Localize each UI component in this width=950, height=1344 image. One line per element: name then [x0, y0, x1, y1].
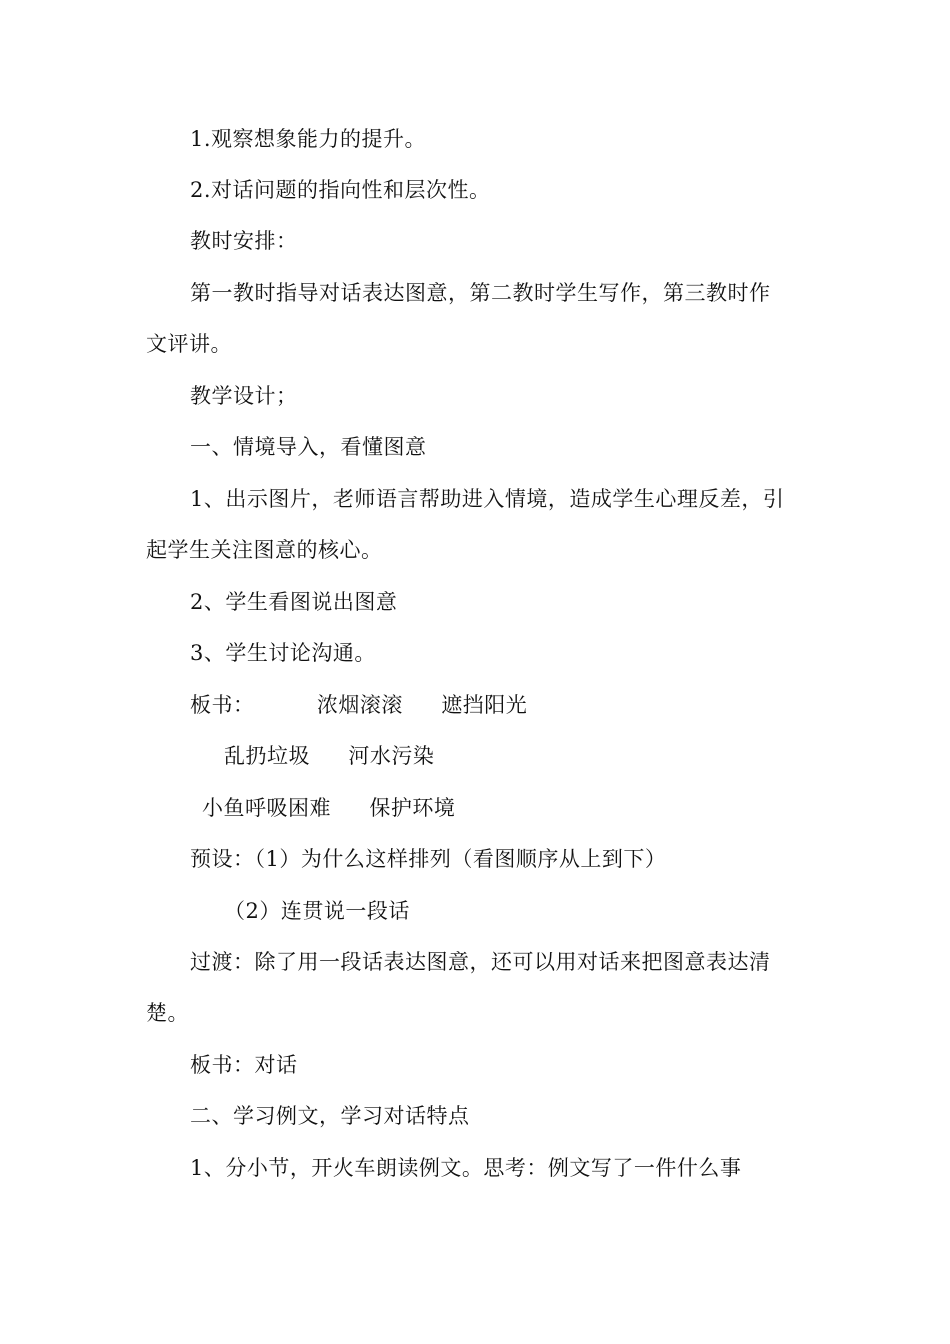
section-heading: 一、情境导入，看懂图意: [190, 435, 427, 459]
paragraph-line: 起学生关注图意的核心。: [146, 538, 383, 562]
paragraph-line: 2、学生看图说出图意: [190, 590, 398, 614]
section-heading: 二、学习例文，学习对话特点: [190, 1104, 470, 1128]
board-item: 小鱼呼吸困难: [202, 796, 331, 820]
paragraph-line: 板书：对话: [190, 1053, 298, 1077]
board-item: 浓烟滚滚: [316, 693, 403, 717]
board-item: 遮挡阳光: [441, 693, 528, 717]
paragraph-line: 过渡：除了用一段话表达图意，还可以用对话来把图意表达清: [190, 950, 771, 974]
paragraph-line: 3、学生讨论沟通。: [190, 641, 376, 665]
paragraph-line: 1、出示图片，老师语言帮助进入情境，造成学生心理反差，引: [190, 487, 785, 511]
paragraph-line: 第一教时指导对话表达图意，第二教时学生写作，第三教时作: [190, 281, 771, 305]
board-item: 河水污染: [348, 744, 435, 768]
paragraph-line: 楚。: [146, 1001, 189, 1025]
paragraph-line: 2.对话问题的指向性和层次性。: [190, 178, 491, 202]
paragraph-line: 预设：（1）为什么这样排列（看图顺序从上到下）: [190, 847, 667, 871]
paragraph-line: 1.观察想象能力的提升。: [190, 127, 427, 151]
board-row-2: [224, 743, 434, 769]
paragraph-line: 文评讲。: [146, 332, 232, 356]
board-label: 板书：: [190, 693, 255, 717]
board-item: 保护环境: [369, 796, 456, 820]
board-item: 乱扔垃圾: [224, 744, 310, 768]
paragraph-line: 教时安排：: [190, 229, 298, 253]
board-row-3: [202, 795, 455, 821]
paragraph-line: 1、分小节，开火车朗读例文。思考：例文写了一件什么事: [190, 1156, 742, 1180]
paragraph-line: （2）连贯说一段话: [224, 899, 410, 923]
board-row-1: [190, 692, 527, 718]
paragraph-line: 教学设计；: [190, 384, 298, 408]
